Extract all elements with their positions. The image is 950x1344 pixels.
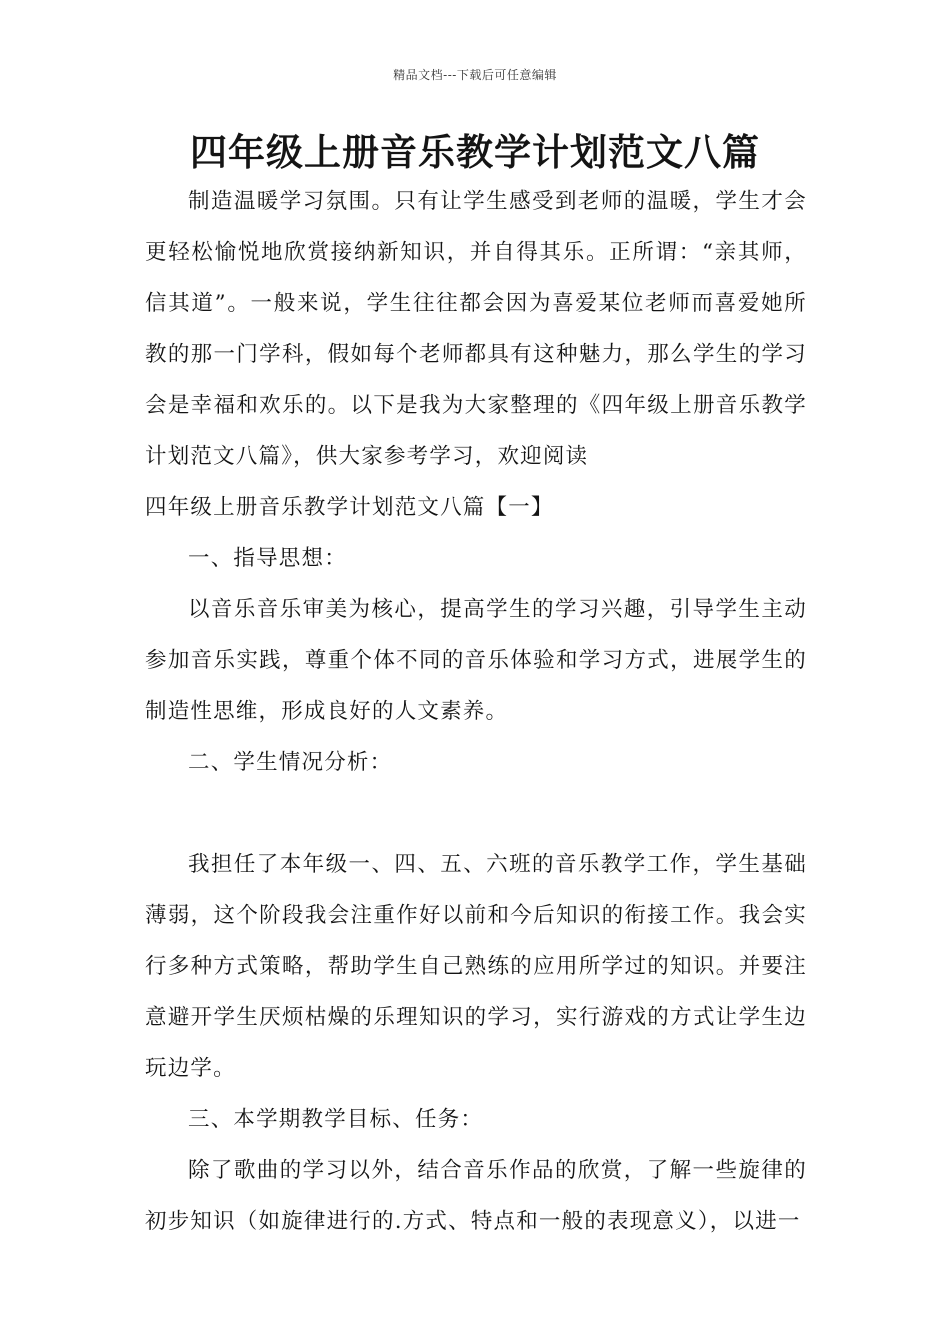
paragraph-student-analysis: 我担任了本年级一、四、五、六班的音乐教学工作，学生基础薄弱，这个阶段我会注重作好以前和今后知识的衔接工作。我会实行多种方式策略，帮助学生自己熟练的应用所学过的知识。并要注意避开学生厌烦枯燥的乐理知识的学习，实行游戏的方式让学生边玩边学。 — [145, 852, 807, 1081]
paragraph-guiding-ideology: 以音乐音乐审美为核心，提高学生的学习兴趣，引导学生主动参加音乐实践，尊重个体不同的音乐体验和学习方式，进展学生的制造性思维，形成良好的人文素养。 — [145, 597, 807, 724]
document-title: 四年级上册音乐教学计划范文八篇 — [190, 130, 760, 174]
document-body — [145, 176, 807, 1247]
page-header: 精品文档---下载后可任意编辑 — [393, 68, 557, 82]
blank-line — [145, 788, 807, 839]
intro-paragraph: 制造温暖学习氛围。只有让学生感受到老师的温暖，学生才会更轻松愉悦地欣赏接纳新知识，并自得其乐。正所谓：“亲其师，信其道”。一般来说，学生往往都会因为喜爱某位老师而喜爱她所教的那一门学科，假如每个老师都具有这种魅力，那么学生的学习会是幸福和欢乐的。以下是我为大家整理的《四年级上册音乐教学计划范文八篇》，供大家参考学习，欢迎阅读 — [145, 189, 807, 469]
heading-teaching-goals: 三、本学期教学目标、任务： — [188, 1107, 484, 1132]
section-title: 四年级上册音乐教学计划范文八篇【一】 — [145, 495, 554, 520]
heading-student-analysis: 二、学生情况分析： — [188, 750, 393, 775]
paragraph-teaching-goals: 除了歌曲的学习以外，结合音乐作品的欣赏，了解一些旋律的初步知识（如旋律进行的.方式、特点和一般的表现意义），以进一 — [145, 1158, 807, 1234]
heading-guiding-ideology: 一、指导思想： — [188, 546, 347, 571]
